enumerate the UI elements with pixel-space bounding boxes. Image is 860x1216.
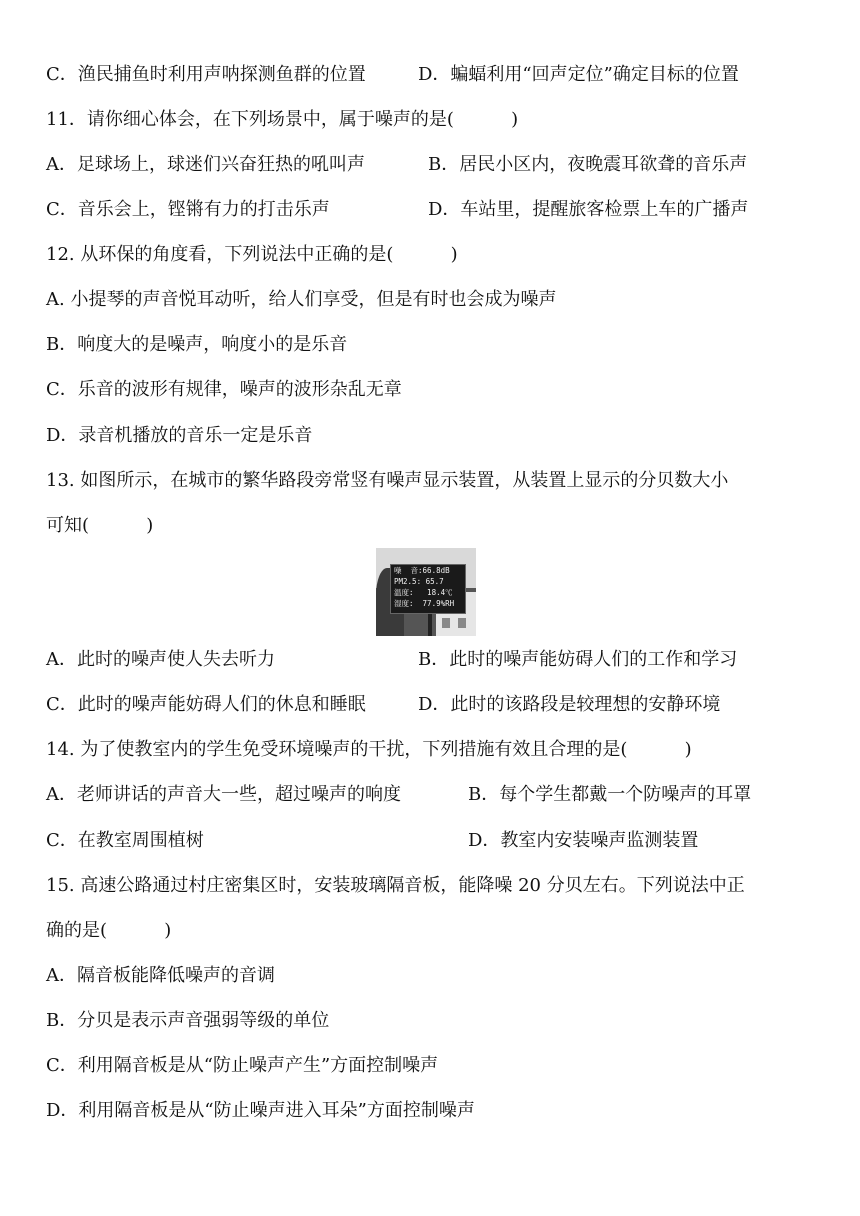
q11-option-a: A．足球场上，球迷们兴奋狂热的吼叫声 [46,154,365,175]
q15-option-d: D．利用隔音板是从“防止噪声进入耳朵”方面控制噪声 [46,1100,475,1121]
q10-option-d: D．蝙蝠利用“回声定位”确定目标的位置 [418,64,739,85]
noise-display-photo [376,548,476,636]
display-temperature-reading: 温度: 18.4℃ [394,588,453,597]
display-noise-reading: 噪 音:66.8dB [394,566,450,575]
q15-stem-cont: 确的是( ) [46,920,172,941]
display-pm25-reading: PM2.5: 65.7 [394,577,444,586]
q14-option-b: B．每个学生都戴一个防噪声的耳罩 [468,784,752,805]
display-pole [428,612,432,636]
q11-stem: 11．请你细心体会，在下列场景中，属于噪声的是( ) [46,109,519,130]
q11-option-c: C．音乐会上，铿锵有力的打击乐声 [46,199,330,220]
q15-option-a: A．隔音板能降低噪声的音调 [46,965,275,986]
q13-stem-cont: 可知( ) [46,515,154,536]
q10-option-c: C．渔民捕鱼时利用声呐探测鱼群的位置 [46,64,366,85]
q11-option-d: D．车站里，提醒旅客检票上车的广播声 [428,199,749,220]
display-humidity-reading: 湿度: 77.9%RH [394,599,455,608]
q13-option-a: A．此时的噪声使人失去听力 [46,649,275,670]
q15-option-c: C．利用隔音板是从“防止噪声产生”方面控制噪声 [46,1055,439,1076]
q12-option-c: C．乐音的波形有规律，噪声的波形杂乱无章 [46,379,402,400]
q13-option-d: D．此时的该路段是较理想的安静环境 [418,694,721,715]
q14-stem: 14. 为了使教室内的学生免受环境噪声的干扰，下列措施有效且合理的是( ) [46,739,692,760]
q12-option-a: A. 小提琴的声音悦耳动听，给人们享受，但是有时也会成为噪声 [46,289,557,310]
q12-stem: 12. 从环保的角度看，下列说法中正确的是( ) [46,244,458,265]
q12-option-b: B．响度大的是噪声，响度小的是乐音 [46,334,348,355]
q13-option-c: C．此时的噪声能妨碍人们的休息和睡眠 [46,694,366,715]
q12-option-d: D．录音机播放的音乐一定是乐音 [46,425,313,446]
noise-display-board [390,564,466,614]
q13-stem: 13. 如图所示，在城市的繁华路段旁常竖有噪声显示装置，从装置上显示的分贝数大小 [46,470,729,491]
q15-stem: 15. 高速公路通过村庄密集区时，安装玻璃隔音板，能降噪 20 分贝左右。下列说法中正 [46,875,745,896]
q13-option-b: B．此时的噪声能妨碍人们的工作和学习 [418,649,738,670]
q14-option-c: C．在教室周围植树 [46,830,204,851]
q11-option-b: B．居民小区内，夜晚震耳欲聋的音乐声 [428,154,748,175]
q14-option-a: A．老师讲话的声音大一些，超过噪声的响度 [46,784,401,805]
q15-option-b: B．分贝是表示声音强弱等级的单位 [46,1010,330,1031]
q14-option-d: D．教室内安装噪声监测装置 [468,830,699,851]
